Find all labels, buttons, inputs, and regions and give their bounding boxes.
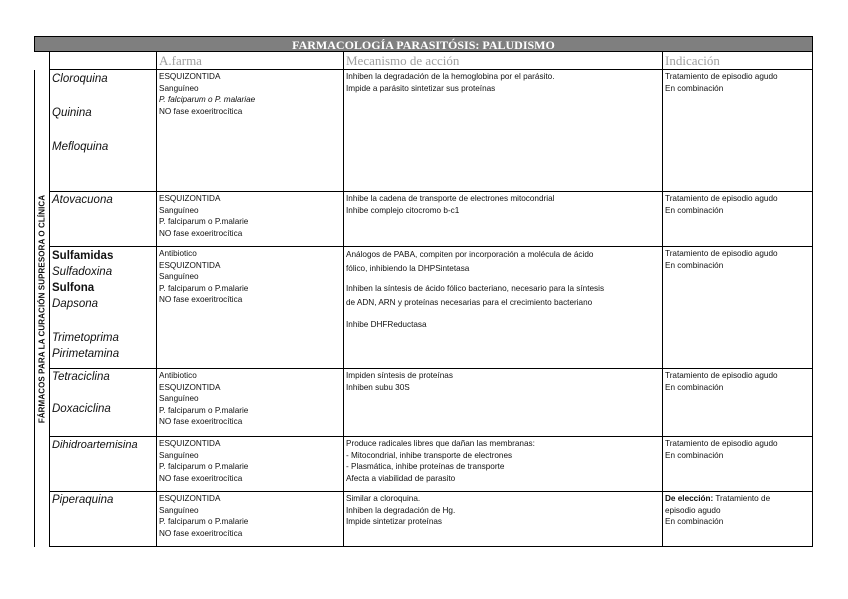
afarma-line: NO fase exoeritrocítica bbox=[159, 295, 243, 305]
mecanismo-line: Inhiben la síntesis de ácido fólico bacteriano, necesario para la síntesis bbox=[346, 284, 605, 293]
drug-name: Dihidroartemisina bbox=[52, 439, 138, 451]
afarma-cell bbox=[157, 192, 344, 246]
header-indicacion: Indicación bbox=[663, 52, 813, 70]
table-title: FARMACOLOGÍA PARASITÓSIS: PALUDISMO bbox=[34, 36, 813, 52]
indicacion-cell bbox=[663, 492, 813, 546]
drug-cell bbox=[50, 437, 157, 491]
afarma-line: Sanguíneo bbox=[159, 83, 199, 93]
drug-name: Pirimetamina bbox=[52, 348, 120, 360]
mecanismo-cell bbox=[344, 247, 663, 368]
afarma-line: NO fase exoeritrocítica bbox=[159, 106, 243, 116]
drug-name: Atovacuona bbox=[52, 194, 113, 206]
indicacion-line: Tratamiento de episodio agudo bbox=[665, 439, 778, 448]
mecanismo-line: Inhiben la degradación de la hemoglobina por el parásito. bbox=[346, 72, 555, 81]
mecanismo-line: Inhibe DHFReductasa bbox=[346, 320, 427, 329]
table-row bbox=[50, 369, 813, 437]
afarma-line: NO fase exoeritrocítica bbox=[159, 417, 243, 427]
afarma-line: ESQUIZONTIDA bbox=[159, 382, 221, 392]
table-row bbox=[50, 492, 813, 547]
afarma-line: P. falciparum o P.malarie bbox=[159, 462, 249, 472]
afarma-line: P. falciparum o P.malarie bbox=[159, 405, 249, 415]
drug-name: Doxaciclina bbox=[52, 403, 111, 415]
side-label: FÁRMACOS PARA LA CURACIÓN SUPRESORA O CLÍNICA bbox=[37, 194, 47, 423]
mecanismo-line: - Mitocondrial, inhibe transporte de electrones bbox=[346, 450, 513, 460]
afarma-line: P. falciparum o P. malariae bbox=[159, 95, 256, 105]
indicacion-line bbox=[665, 493, 810, 505]
drug-name: Trimetoprima bbox=[52, 332, 119, 344]
header-drug-blank bbox=[50, 52, 157, 70]
indicacion-cell bbox=[663, 192, 813, 246]
header-side-blank bbox=[34, 52, 50, 70]
drug-name: Piperaquina bbox=[52, 494, 114, 506]
indicacion-line: En combinación bbox=[665, 450, 724, 460]
mecanismo-line: Impide sintetizar proteínas bbox=[346, 517, 443, 527]
drug-name: Sulfona bbox=[52, 282, 95, 294]
indicacion-cell bbox=[663, 70, 813, 191]
drug-name: Sulfadoxina bbox=[52, 266, 113, 278]
mecanismo-line: Impiden síntesis de proteínas bbox=[346, 371, 453, 380]
column-headers bbox=[34, 52, 813, 70]
afarma-cell bbox=[157, 247, 344, 368]
indicacion-line: En combinación bbox=[665, 517, 724, 527]
afarma-line: NO fase exoeritrocítica bbox=[159, 528, 243, 538]
drug-name: Sulfamidas bbox=[52, 250, 114, 262]
afarma-line: P. falciparum o P.malarie bbox=[159, 517, 249, 527]
drug-cell bbox=[50, 369, 157, 436]
afarma-line: Antibiotico bbox=[159, 249, 197, 258]
indicacion-line: Tratamiento de episodio agudo bbox=[665, 194, 778, 203]
indicacion-line: En combinación bbox=[665, 83, 724, 93]
drug-name: Dapsona bbox=[52, 298, 99, 310]
afarma-line: NO fase exoeritrocítica bbox=[159, 228, 243, 238]
table-row bbox=[50, 437, 813, 492]
afarma-cell bbox=[157, 70, 344, 191]
afarma-line: Sanguíneo bbox=[159, 394, 199, 404]
mecanismo-cell bbox=[344, 369, 663, 436]
afarma-cell bbox=[157, 492, 344, 546]
indicacion-cell bbox=[663, 437, 813, 491]
drug-cell bbox=[50, 192, 157, 246]
drug-cell bbox=[50, 492, 157, 546]
drug-cell bbox=[50, 247, 157, 368]
mecanismo-cell bbox=[344, 492, 663, 546]
indicacion-line: Tratamiento de episodio agudo bbox=[665, 72, 778, 81]
header-mecanismo: Mecanismo de acción bbox=[344, 52, 663, 70]
drug-cell bbox=[50, 70, 157, 191]
indicacion-line: Tratamiento de episodio agudo bbox=[665, 249, 778, 258]
indicacion-text: Tratamiento de bbox=[713, 494, 771, 503]
table-row bbox=[50, 247, 813, 369]
mecanismo-line: Inhibe la cadena de transporte de electrones mitocondrial bbox=[346, 194, 555, 203]
indicacion-bold: De elección: bbox=[665, 494, 714, 503]
mecanismo-line: Afecta a viabilidad de parasito bbox=[346, 473, 456, 483]
afarma-line: Sanguíneo bbox=[159, 272, 199, 282]
header-afarma: A.farma bbox=[157, 52, 344, 70]
afarma-line: NO fase exoeritrocítica bbox=[159, 473, 243, 483]
drug-name: Tetraciclina bbox=[52, 371, 110, 383]
afarma-cell bbox=[157, 369, 344, 436]
afarma-line: ESQUIZONTIDA bbox=[159, 72, 221, 81]
afarma-line: ESQUIZONTIDA bbox=[159, 194, 221, 203]
indicacion-line: En combinación bbox=[665, 205, 724, 215]
table-row bbox=[50, 70, 813, 192]
drug-name: Quinina bbox=[52, 107, 92, 119]
mecanismo-line: Inhibe complejo citocromo b-c1 bbox=[346, 205, 460, 215]
afarma-line: ESQUIZONTIDA bbox=[159, 494, 221, 503]
indicacion-line: episodio agudo bbox=[665, 505, 721, 515]
pharmacology-table bbox=[34, 36, 813, 538]
afarma-line: ESQUIZONTIDA bbox=[159, 260, 221, 270]
indicacion-line: En combinación bbox=[665, 382, 724, 392]
mecanismo-line: de ADN, ARN y proteínas necesarias para el crecimiento bacteriano bbox=[346, 297, 593, 307]
indicacion-cell bbox=[663, 369, 813, 436]
mecanismo-line: Impide a parásito sintetizar sus proteínas bbox=[346, 83, 496, 93]
mecanismo-cell bbox=[344, 437, 663, 491]
mecanismo-line: fólico, inhibiendo la DHPSintetasa bbox=[346, 263, 470, 273]
mecanismo-line: Inhiben la degradación de Hg. bbox=[346, 505, 456, 515]
afarma-line: ESQUIZONTIDA bbox=[159, 439, 221, 448]
afarma-line: P. falciparum o P.malarie bbox=[159, 217, 249, 227]
drug-name: Cloroquina bbox=[52, 73, 108, 85]
table-row bbox=[50, 192, 813, 247]
mecanismo-cell bbox=[344, 192, 663, 246]
side-column bbox=[34, 70, 50, 547]
afarma-cell bbox=[157, 437, 344, 491]
afarma-line: Sanguíneo bbox=[159, 450, 199, 460]
mecanismo-line: Similar a cloroquina. bbox=[346, 494, 421, 503]
drug-name: Mefloquina bbox=[52, 141, 109, 153]
mecanismo-line: Análogos de PABA, compiten por incorporación a molécula de ácido bbox=[346, 250, 594, 259]
afarma-line: Antibiotico bbox=[159, 371, 197, 380]
mecanismo-line: Produce radicales libres que dañan las membranas: bbox=[346, 439, 535, 448]
indicacion-line: Tratamiento de episodio agudo bbox=[665, 371, 778, 380]
afarma-line: Sanguíneo bbox=[159, 505, 199, 515]
indicacion-cell bbox=[663, 247, 813, 368]
afarma-line: P. falciparum o P.malarie bbox=[159, 283, 249, 293]
mecanismo-cell bbox=[344, 70, 663, 191]
mecanismo-line: Inhiben subu 30S bbox=[346, 382, 410, 392]
indicacion-line: En combinación bbox=[665, 260, 724, 270]
mecanismo-line: - Plasmática, inhibe proteínas de transporte bbox=[346, 462, 505, 472]
afarma-line: Sanguíneo bbox=[159, 205, 199, 215]
